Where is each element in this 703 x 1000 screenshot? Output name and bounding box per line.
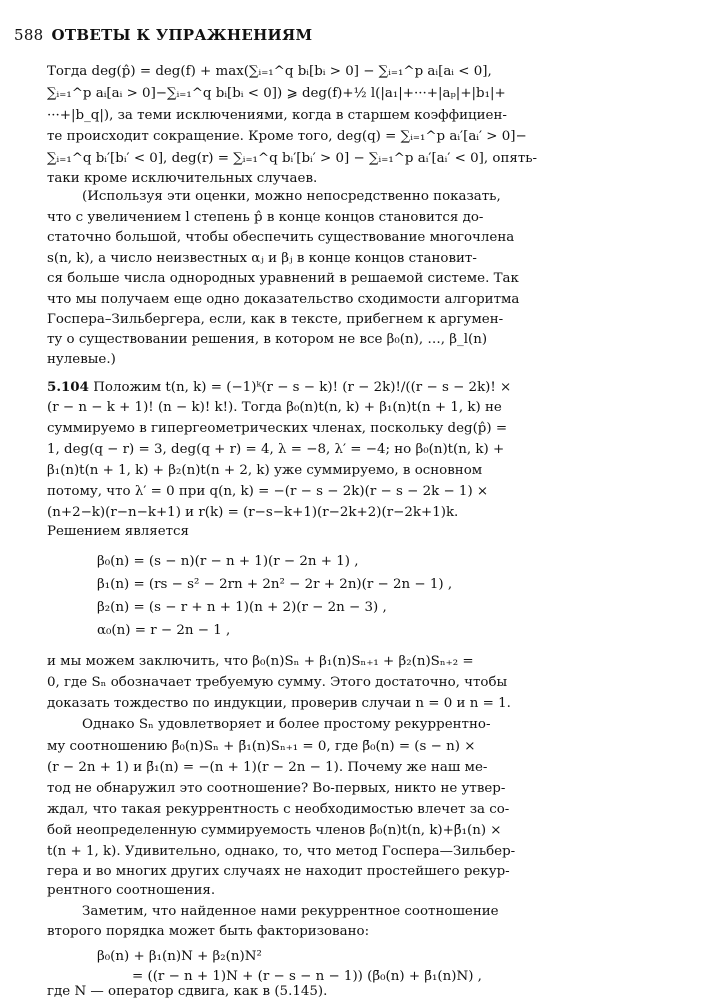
factorization-lhs: β₀(n) + β₁(n)N + β₂(n)N² [97,949,262,964]
text-line: что мы получаем еще одно доказательство сходимости алгоритма [47,292,520,307]
text-line: ся больше числа однородных уравнений в решаемой системе. Так [47,271,519,286]
equation-beta2: β₂(n) = (s − r + n + 1)(n + 2)(r − 2n − 3) , [97,600,387,615]
text-line: что с увеличением l степень p̂ в конце концов становится до- [47,210,484,225]
equation-beta1: β₁(n) = (rs − s² − 2rn + 2n² − 2r + 2n)(r − 2n − 1) , [97,577,453,592]
text-line: нулевые.) [47,352,116,367]
text-line: ···+|b_q|), за теми исключениями, когда в старшем коэффициен- [47,108,507,123]
text-line: бой неопределенную суммируемость членов β̄₀(n)t(n, k)+β̄₁(n) × [47,823,502,838]
exercise-number: 5.104 [47,379,89,395]
text-line: статочно большой, чтобы обеспечить существование многочлена [47,230,515,245]
text-line: Однако Sₙ удовлетворяет и более простому рекуррентно- [82,717,491,732]
page-header [14,26,312,44]
text-line: Заметим, что найденное нами рекуррентное соотношение [82,904,499,919]
text-line: суммируемо в гипергеометрических членах, поскольку deg(p̂) = [47,421,508,436]
text-line: второго порядка может быть факторизовано: [47,924,370,939]
factorization-rhs: = ((r − n + 1)N + (r − s − n − 1)) (β̄₀(n) + β̄₁(n)N) , [132,969,482,984]
page-number: 588 [14,26,44,44]
text-line: рентного соотношения. [47,883,216,898]
text-line: ∑ᵢ₌₁^p aᵢ[aᵢ > 0]−∑ᵢ₌₁^q bᵢ[bᵢ < 0]) ⩾ deg(f)+½ l(|a₁|+···+|aₚ|+|b₁|+ [47,86,506,101]
text-line: t(n + 1, k). Удивительно, однако, то, что метод Госпера—Зильбер- [47,844,516,859]
text-line: (Используя эти оценки, можно непосредственно показать, [82,189,501,204]
text-line: (r − n − k + 1)! (n − k)! k!). Тогда β₀(n)t(n, k) + β₁(n)t(n + 1, k) не [47,400,502,415]
text-line: (n+2−k)(r−n−k+1) и r(k) = (r−s−k+1)(r−2k+2)(r−2k+1)k. [47,505,459,520]
text-line: (r − 2n + 1) и β̄₁(n) = −(n + 1)(r − 2n − 1). Почему же наш ме- [47,760,488,775]
exercise-text: Положим t(n, k) = (−1)ᵏ(r − s − k)! (r − 2k)!/((r − s − 2k)! × [93,380,512,395]
text-line: ∑ᵢ₌₁^q bᵢ′[bᵢ′ < 0], deg(r) = ∑ᵢ₌₁^q bᵢ′[bᵢ′ > 0] − ∑ᵢ₌₁^p aᵢ′[aᵢ′ < 0], опять- [47,151,538,166]
text-line: Решением является [47,524,189,539]
text-line: му соотношению β̄₀(n)Sₙ + β̄₁(n)Sₙ₊₁ = 0, где β̄₀(n) = (s − n) × [47,739,476,754]
text-line: и мы можем заключить, что β₀(n)Sₙ + β₁(n)Sₙ₊₁ + β₂(n)Sₙ₊₂ = [47,654,474,669]
text-line: Тогда deg(p̂) = deg(f) + max(∑ᵢ₌₁^q bᵢ[bᵢ > 0] − ∑ᵢ₌₁^p aᵢ[aᵢ < 0], [47,64,492,79]
text-line: те происходит сокращение. Кроме того, deg(q) = ∑ᵢ₌₁^p aᵢ′[aᵢ′ > 0]− [47,129,527,144]
text-line: таки кроме исключительных случаев. [47,171,318,186]
text-line: Госпера–Зильбергера, если, как в тексте, прибегнем к аргумен- [47,312,504,327]
text-line: доказать тождество по индукции, проверив случаи n = 0 и n = 1. [47,696,511,711]
text-line: β₁(n)t(n + 1, k) + β₂(n)t(n + 2, k) уже суммируемо, в основном [47,463,483,478]
text-line: гера и во многих других случаях не находит простейшего рекур- [47,864,510,879]
text-line: тод не обнаружил это соотношение? Во-первых, никто не утвер- [47,781,506,796]
text-line: потому, что λ′ = 0 при q(n, k) = −(r − s − 2k)(r − s − 2k − 1) × [47,484,489,499]
text-line: 0, где Sₙ обозначает требуемую сумму. Этого достаточно, чтобы [47,675,508,690]
running-title: ОТВЕТЫ К УПРАЖНЕНИЯМ [51,26,313,44]
equation-alpha0: α₀(n) = r − 2n − 1 , [97,623,231,638]
text-line: ту о существовании решения, в котором не все β₀(n), …, β_l(n) [47,332,488,347]
equation-beta0: β₀(n) = (s − n)(r − n + 1)(r − 2n + 1) , [97,554,359,569]
exercise-line [47,377,547,398]
text-line: s(n, k), а число неизвестных αⱼ и βⱼ в конце концов становит- [47,251,477,266]
text-line: ждал, что такая рекуррентность с необходимостью влечет за со- [47,802,510,817]
text-line: где N — оператор сдвига, как в (5.145). [47,984,328,999]
text-line: 1, deg(q − r) = 3, deg(q + r) = 4, λ = −8, λ′ = −4; но β₀(n)t(n, k) + [47,442,505,457]
